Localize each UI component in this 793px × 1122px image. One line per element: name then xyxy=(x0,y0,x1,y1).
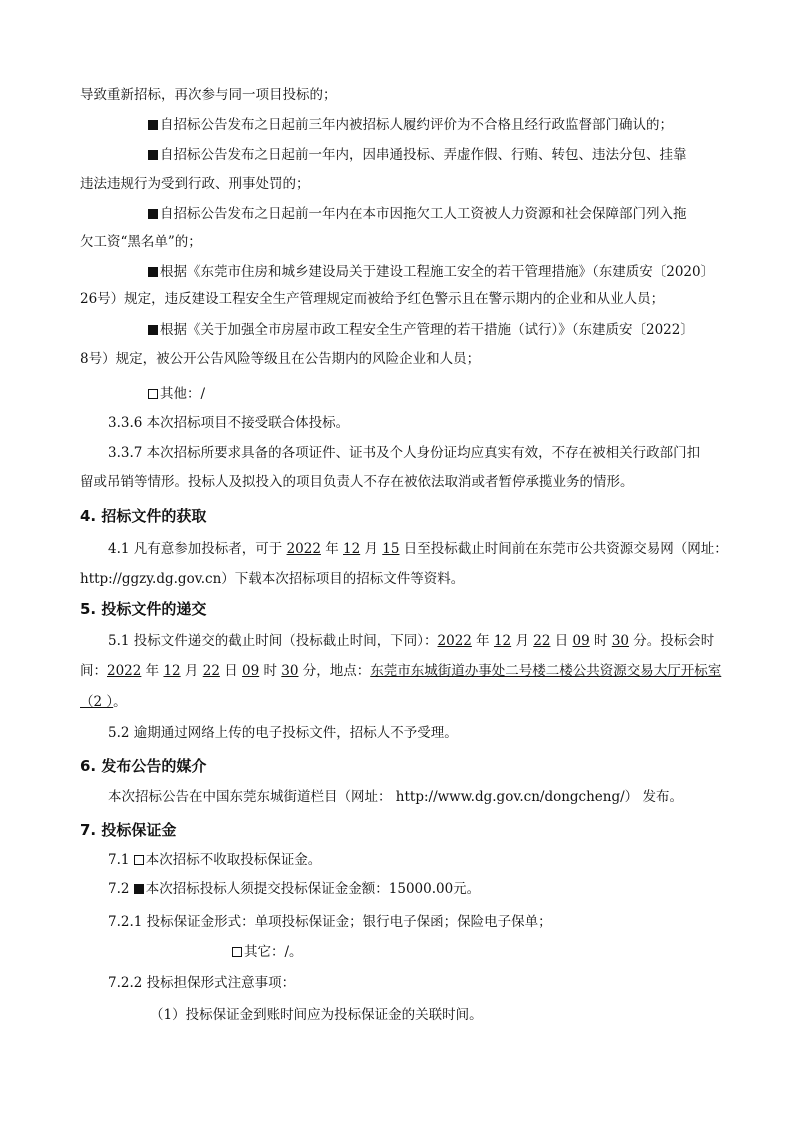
bid-opening-location: 东莞市东城街道办事处二号楼二楼公共资源交易大厅开标室 xyxy=(370,663,722,679)
list-item-continued: 8号）规定，被公开公告风险等级且在公告期内的风险企业和人员； xyxy=(80,351,481,367)
list-item-continued: 欠工资“黑名单”的； xyxy=(80,234,202,250)
unchecked-box-icon xyxy=(134,855,144,865)
section-heading: 7. 投标保证金 xyxy=(80,821,177,839)
paragraph: （1）投标保证金到账时间应为投标保证金的关联时间。 xyxy=(150,1007,483,1023)
unchecked-box-icon xyxy=(148,389,158,399)
section-heading: 4. 招标文件的获取 xyxy=(80,507,207,525)
list-item: 其他：/ xyxy=(148,385,205,403)
checked-box-icon xyxy=(148,267,158,277)
section-heading: 5. 投标文件的递交 xyxy=(80,600,207,618)
paragraph-continued: （2 ）。 xyxy=(80,694,127,710)
checked-box-icon xyxy=(148,209,158,219)
checked-box-icon xyxy=(134,884,144,894)
list-item: 7.1 本次招标不收取投标保证金。 xyxy=(108,852,322,868)
checked-box-icon xyxy=(148,325,158,335)
checked-box-icon xyxy=(148,120,158,130)
list-item: 根据《东莞市住房和城乡建设局关于建设工程施工安全的若干管理措施》（东建质安〔2020〕 xyxy=(148,263,714,281)
paragraph: 7.2.2 投标担保形式注意事项： xyxy=(108,975,296,991)
list-item: 7.2 本次招标投标人须提交投标保证金金额：15000.00元。 xyxy=(108,881,481,897)
checked-box-icon xyxy=(148,150,158,160)
list-item: 根据《关于加强全市房屋市政工程安全生产管理的若干措施（试行）》（东建质安〔2022〕 xyxy=(148,321,694,339)
unchecked-box-icon xyxy=(232,947,242,957)
list-item-continued: 26号）规定，违反建设工程安全生产管理规定而被给予红色警示且在警示期内的企业和从业人员； xyxy=(80,291,665,307)
list-item-continued: 违法违规行为受到行政、刑事处罚的； xyxy=(80,176,310,192)
section-heading: 6. 发布公告的媒介 xyxy=(80,757,207,775)
list-item: 自招标公告发布之日起前三年内被招标人履约评价为不合格且经行政监督部门确认的； xyxy=(148,116,673,134)
list-item: 自招标公告发布之日起前一年内，因串通投标、弄虚作假、行贿、转包、违法分包、挂靠 xyxy=(148,146,687,164)
list-item: 其它：/。 xyxy=(232,943,303,961)
paragraph: 4.1 凡有意参加投标者，可于 2022 年 12 月 15 日至投标截止时间前在东莞市公共资源交易网（网址： xyxy=(108,541,728,557)
paragraph: 5.1 投标文件递交的截止时间（投标截止时间，下同）：2022 年 12 月 22 日 09 时 30 分。投标会时 xyxy=(108,633,715,649)
paragraph: 3.3.7 本次招标所要求具备的各项证件、证书及个人身份证均应真实有效，不存在被相关行政部门扣 xyxy=(108,445,701,461)
paragraph-continued: http://ggzy.dg.gov.cn）下载本次招标项目的招标文件等资料。 xyxy=(80,571,465,587)
paragraph: 3.3.6 本次招标项目不接受联合体投标。 xyxy=(108,415,350,431)
paragraph: 5.2 逾期通过网络上传的电子投标文件，招标人不予受理。 xyxy=(108,725,458,741)
list-item: 导致重新招标，再次参与同一项目投标的； xyxy=(80,87,337,103)
paragraph: 7.2.1 投标保证金形式：单项投标保证金；银行电子保函；保险电子保单； xyxy=(108,914,552,930)
list-item: 自招标公告发布之日起前一年内在本市因拖欠工人工资被人力资源和社会保障部门列入拖 xyxy=(148,205,687,223)
paragraph: 本次招标公告在中国东莞东城街道栏目（网址： http://www.dg.gov.cn/dongcheng/） 发布。 xyxy=(108,789,683,805)
paragraph-continued: 间：2022 年 12 月 22 日 09 时 30 分，地点：东莞市东城街道办事处二号楼二楼公共资源交易大厅开标室 xyxy=(80,663,722,679)
paragraph-continued: 留或吊销等情形。投标人及拟投入的项目负责人不存在被依法取消或者暂停承揽业务的情形。 xyxy=(80,474,634,490)
